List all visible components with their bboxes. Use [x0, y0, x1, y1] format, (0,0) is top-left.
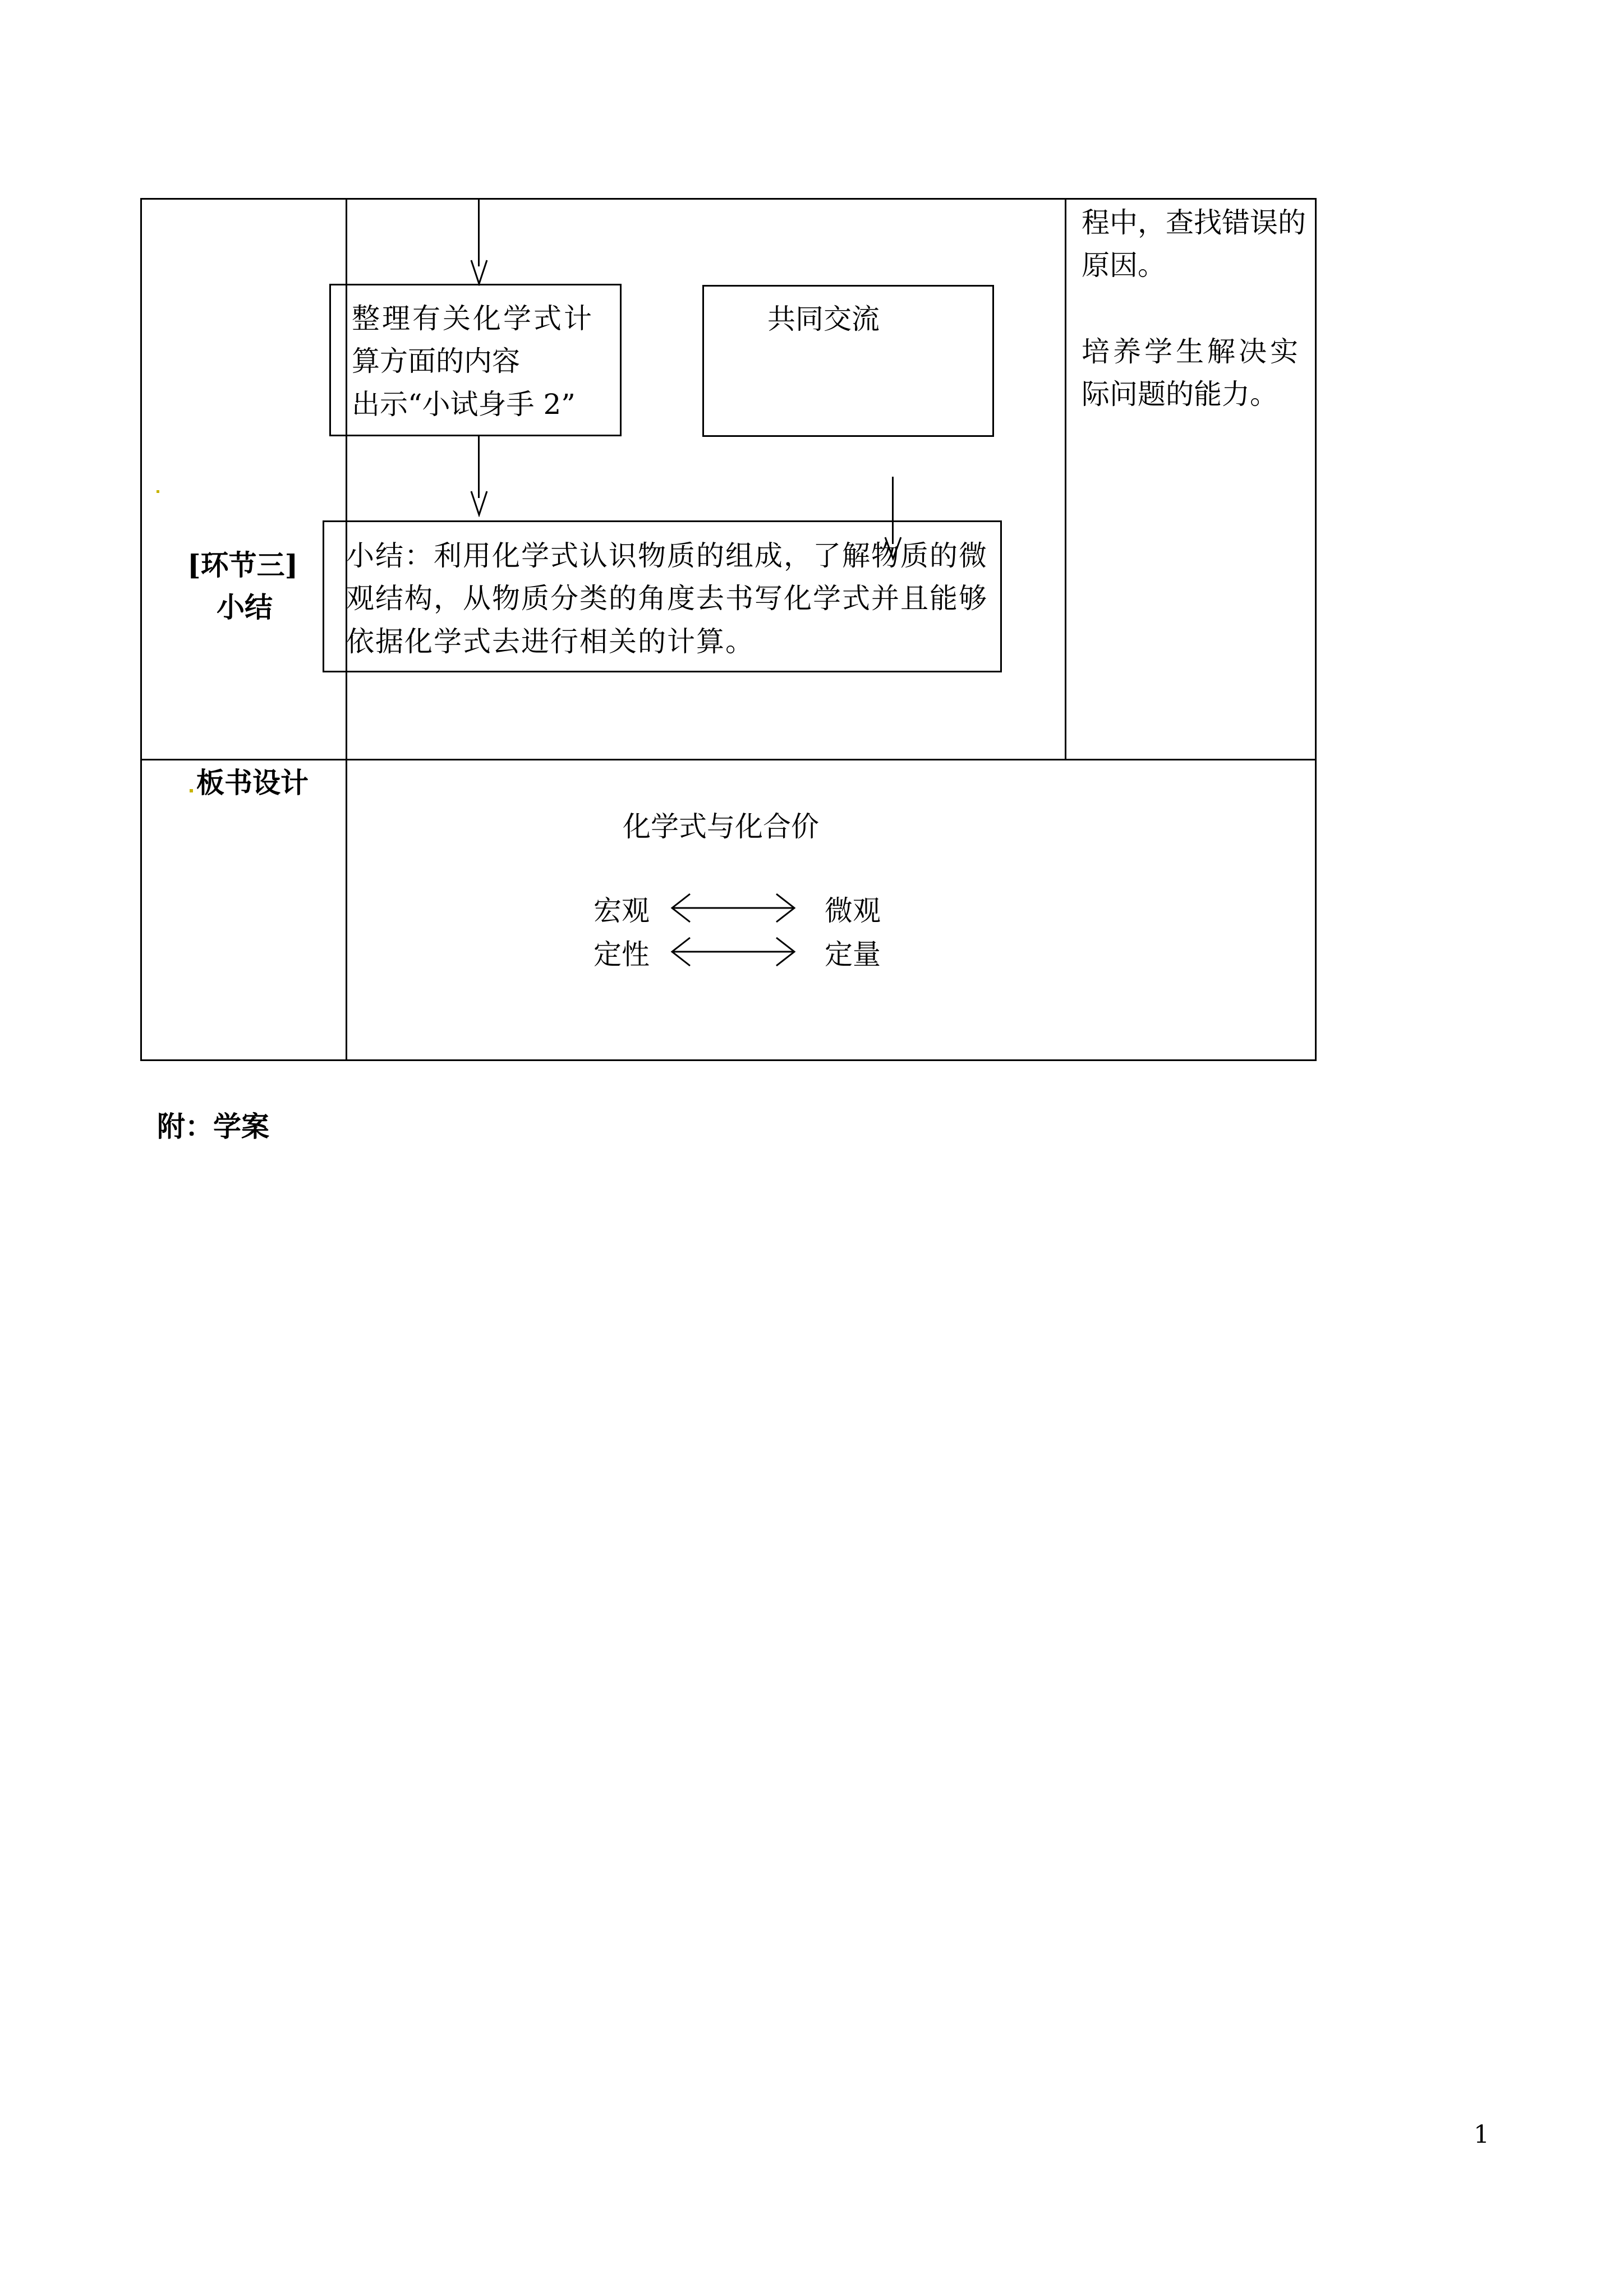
section3-label-line2: 小结 — [217, 591, 273, 624]
board-title: 化学式与化合价 — [623, 810, 819, 843]
summary-line3: 依据化学式去进行相关的计算。 — [346, 625, 755, 658]
table-border-top — [140, 198, 1317, 200]
board-row2-right: 定量 — [825, 938, 881, 971]
board-row1-right: 微观 — [825, 895, 881, 927]
flow-box-exchange-label: 共同交流 — [767, 303, 880, 335]
notes-line5: 际问题的能力。 — [1082, 378, 1278, 411]
table-border-left — [140, 198, 142, 1061]
section3-label — [187, 543, 298, 587]
board-label: 板书设计 — [196, 766, 309, 799]
table-border-bottom — [140, 1059, 1317, 1061]
summary-line2: 观结构，从物质分类的角度去书写化学式并且能够 — [346, 582, 988, 615]
tiny-mark — [157, 490, 159, 493]
tiny-mark-2 — [190, 789, 193, 792]
flow-box-organize-line2: 算方面的内容 — [352, 345, 520, 377]
notes-line2: 原因。 — [1082, 249, 1166, 282]
board-row2-left: 定性 — [594, 938, 650, 971]
board-row1-double-arrow — [669, 891, 798, 925]
flow-arrow-top-shaft — [478, 199, 480, 266]
board-row2-double-arrow — [669, 934, 798, 969]
flow-box-organize-line3: 出示“小试身手 2” — [352, 388, 576, 421]
summary-line1: 小结：利用化学式认识物质的组成，了解物质的微 — [346, 540, 988, 572]
flow-box-organize-line1: 整理有关化学式计 — [352, 302, 594, 335]
flow-arrow-left-head — [469, 490, 489, 517]
notes-line1: 程中，查找错误的 — [1082, 206, 1306, 239]
page-number: 1 — [1474, 2120, 1489, 2149]
flow-arrow-left-shaft — [478, 436, 480, 498]
section3-label-line1: [环节三] — [187, 548, 298, 582]
table-border-mid — [140, 759, 1317, 760]
flow-arrow-top-head — [469, 259, 489, 286]
notes-line4: 培养学生解决实 — [1082, 335, 1301, 368]
board-row1-left: 宏观 — [594, 895, 650, 927]
table-border-right — [1315, 198, 1317, 1061]
table-col-divider-2 — [1065, 198, 1066, 760]
appendix-heading: 附：学案 — [157, 1110, 269, 1143]
